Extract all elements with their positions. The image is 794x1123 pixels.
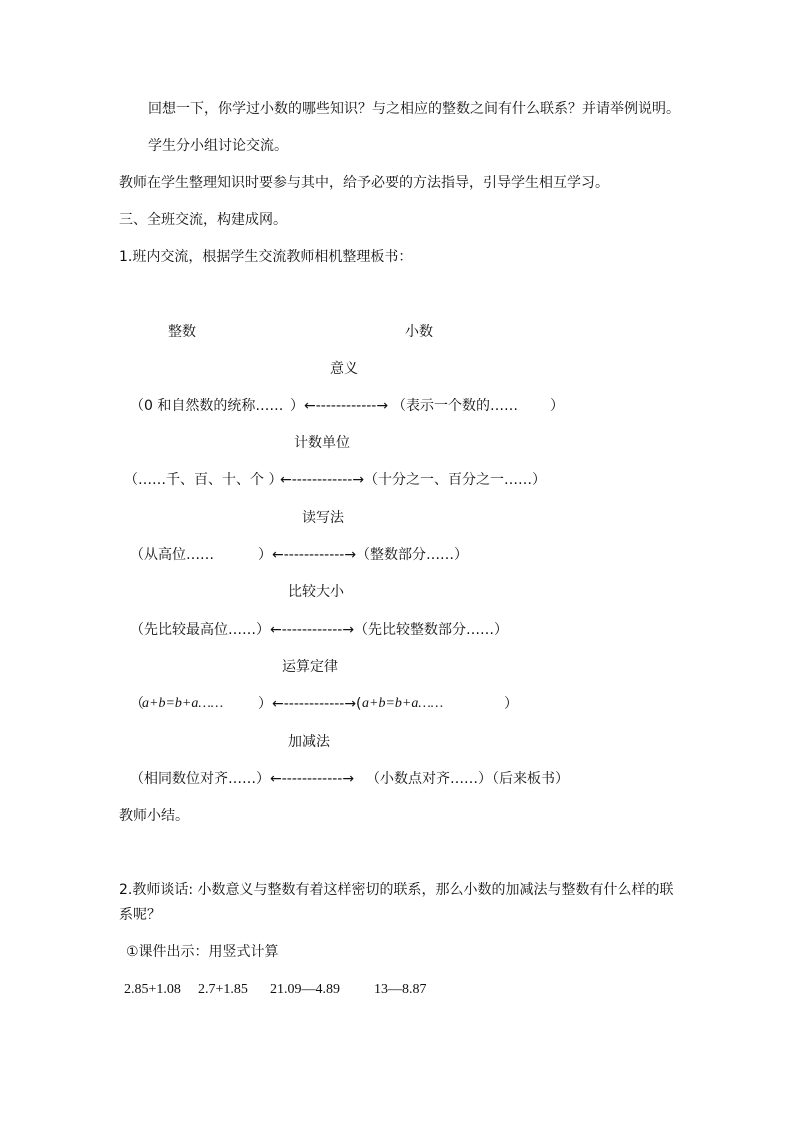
calculation-item: 13—8.87 xyxy=(374,982,427,997)
item-two-line-two: 系呢？ xyxy=(119,907,161,923)
board-row-meaning xyxy=(130,396,690,416)
board-arrow: ←------------→ xyxy=(280,472,365,488)
board-right-close: ） xyxy=(550,398,564,414)
board-arrow: ←------------→ xyxy=(272,547,357,563)
board-row-operation-laws xyxy=(130,694,690,714)
calculation-item: 2.85+1.08 xyxy=(124,982,181,997)
board-row-add-subtract xyxy=(130,769,690,789)
board-right-text: （整数部分……） xyxy=(356,547,468,563)
board-left-text: （先比较最高位……） xyxy=(130,622,270,638)
board-heading-counting-unit: 计数单位 xyxy=(294,435,350,451)
board-arrow: ←------------→ xyxy=(272,696,357,712)
board-row-read-write xyxy=(130,545,690,565)
board-right-text: （十分之一、百分之一……） xyxy=(364,472,546,488)
board-arrow: ←------------→ xyxy=(304,398,389,414)
paragraph-group-discussion: 学生分小组讨论交流。 xyxy=(148,138,288,154)
board-heading-meaning: 意义 xyxy=(330,361,358,377)
sub-item-courseware: ①课件出示：用竖式计算 xyxy=(126,944,279,960)
board-arrow: ←------------→ xyxy=(270,622,355,638)
board-left-text: （相同数位对齐……） xyxy=(130,771,270,787)
board-left-close: ） xyxy=(258,547,272,563)
board-left-close: ） xyxy=(258,696,272,712)
paragraph-teacher-guidance: 教师在学生整理知识时要参与其中，给予必要的方法指导，引导学生相互学习。 xyxy=(119,175,609,191)
board-left-open: （ xyxy=(130,696,144,712)
calculation-item: 21.09—4.89 xyxy=(270,982,340,997)
board-left-text: （……千、百、十、个 ） xyxy=(124,472,283,488)
board-left-formula: a+b=b+a…… xyxy=(142,696,224,711)
board-heading-operation-laws: 运算定律 xyxy=(282,659,338,675)
section-heading-three: 三、全班交流，构建成网。 xyxy=(119,212,287,228)
board-left-close: ） xyxy=(290,398,304,414)
board-column-integer: 整数 xyxy=(168,324,196,340)
item-two-line-one: 2.教师谈话: 小数意义与整数有着这样密切的联系，那么小数的加减法与整数有什么样的联 xyxy=(119,882,674,898)
calculation-row xyxy=(124,980,544,1000)
board-row-counting-unit xyxy=(124,470,684,490)
board-row-compare xyxy=(130,620,690,640)
board-heading-compare: 比较大小 xyxy=(288,584,344,600)
board-left-text: （0 和自然数的统称…… xyxy=(130,398,284,414)
board-right-formula: a+b=b+a…… xyxy=(362,696,444,711)
calculation-item: 2.7+1.85 xyxy=(198,982,248,997)
paragraph-recall-question: 回想一下，你学过小数的哪些知识？与之相应的整数之间有什么联系？并请举例说明。 xyxy=(148,101,680,117)
board-heading-read-write: 读写法 xyxy=(302,510,344,526)
board-right-close: ） xyxy=(504,696,518,712)
board-right-text: （小数点对齐……）（后来板书） xyxy=(366,771,569,787)
board-right-text: （表示一个数的…… xyxy=(392,398,518,414)
board-column-decimal: 小数 xyxy=(405,324,433,340)
board-left-text: （从高位…… xyxy=(130,547,214,563)
board-right-text: （先比较整数部分……） xyxy=(354,622,508,638)
board-right-open: ( xyxy=(356,696,362,712)
board-heading-add-subtract: 加减法 xyxy=(288,734,330,750)
board-arrow: ←------------→ xyxy=(270,771,355,787)
item-one-class-exchange: 1.班内交流，根据学生交流教师相机整理板书： xyxy=(119,249,413,265)
teacher-summary: 教师小结。 xyxy=(119,808,189,824)
